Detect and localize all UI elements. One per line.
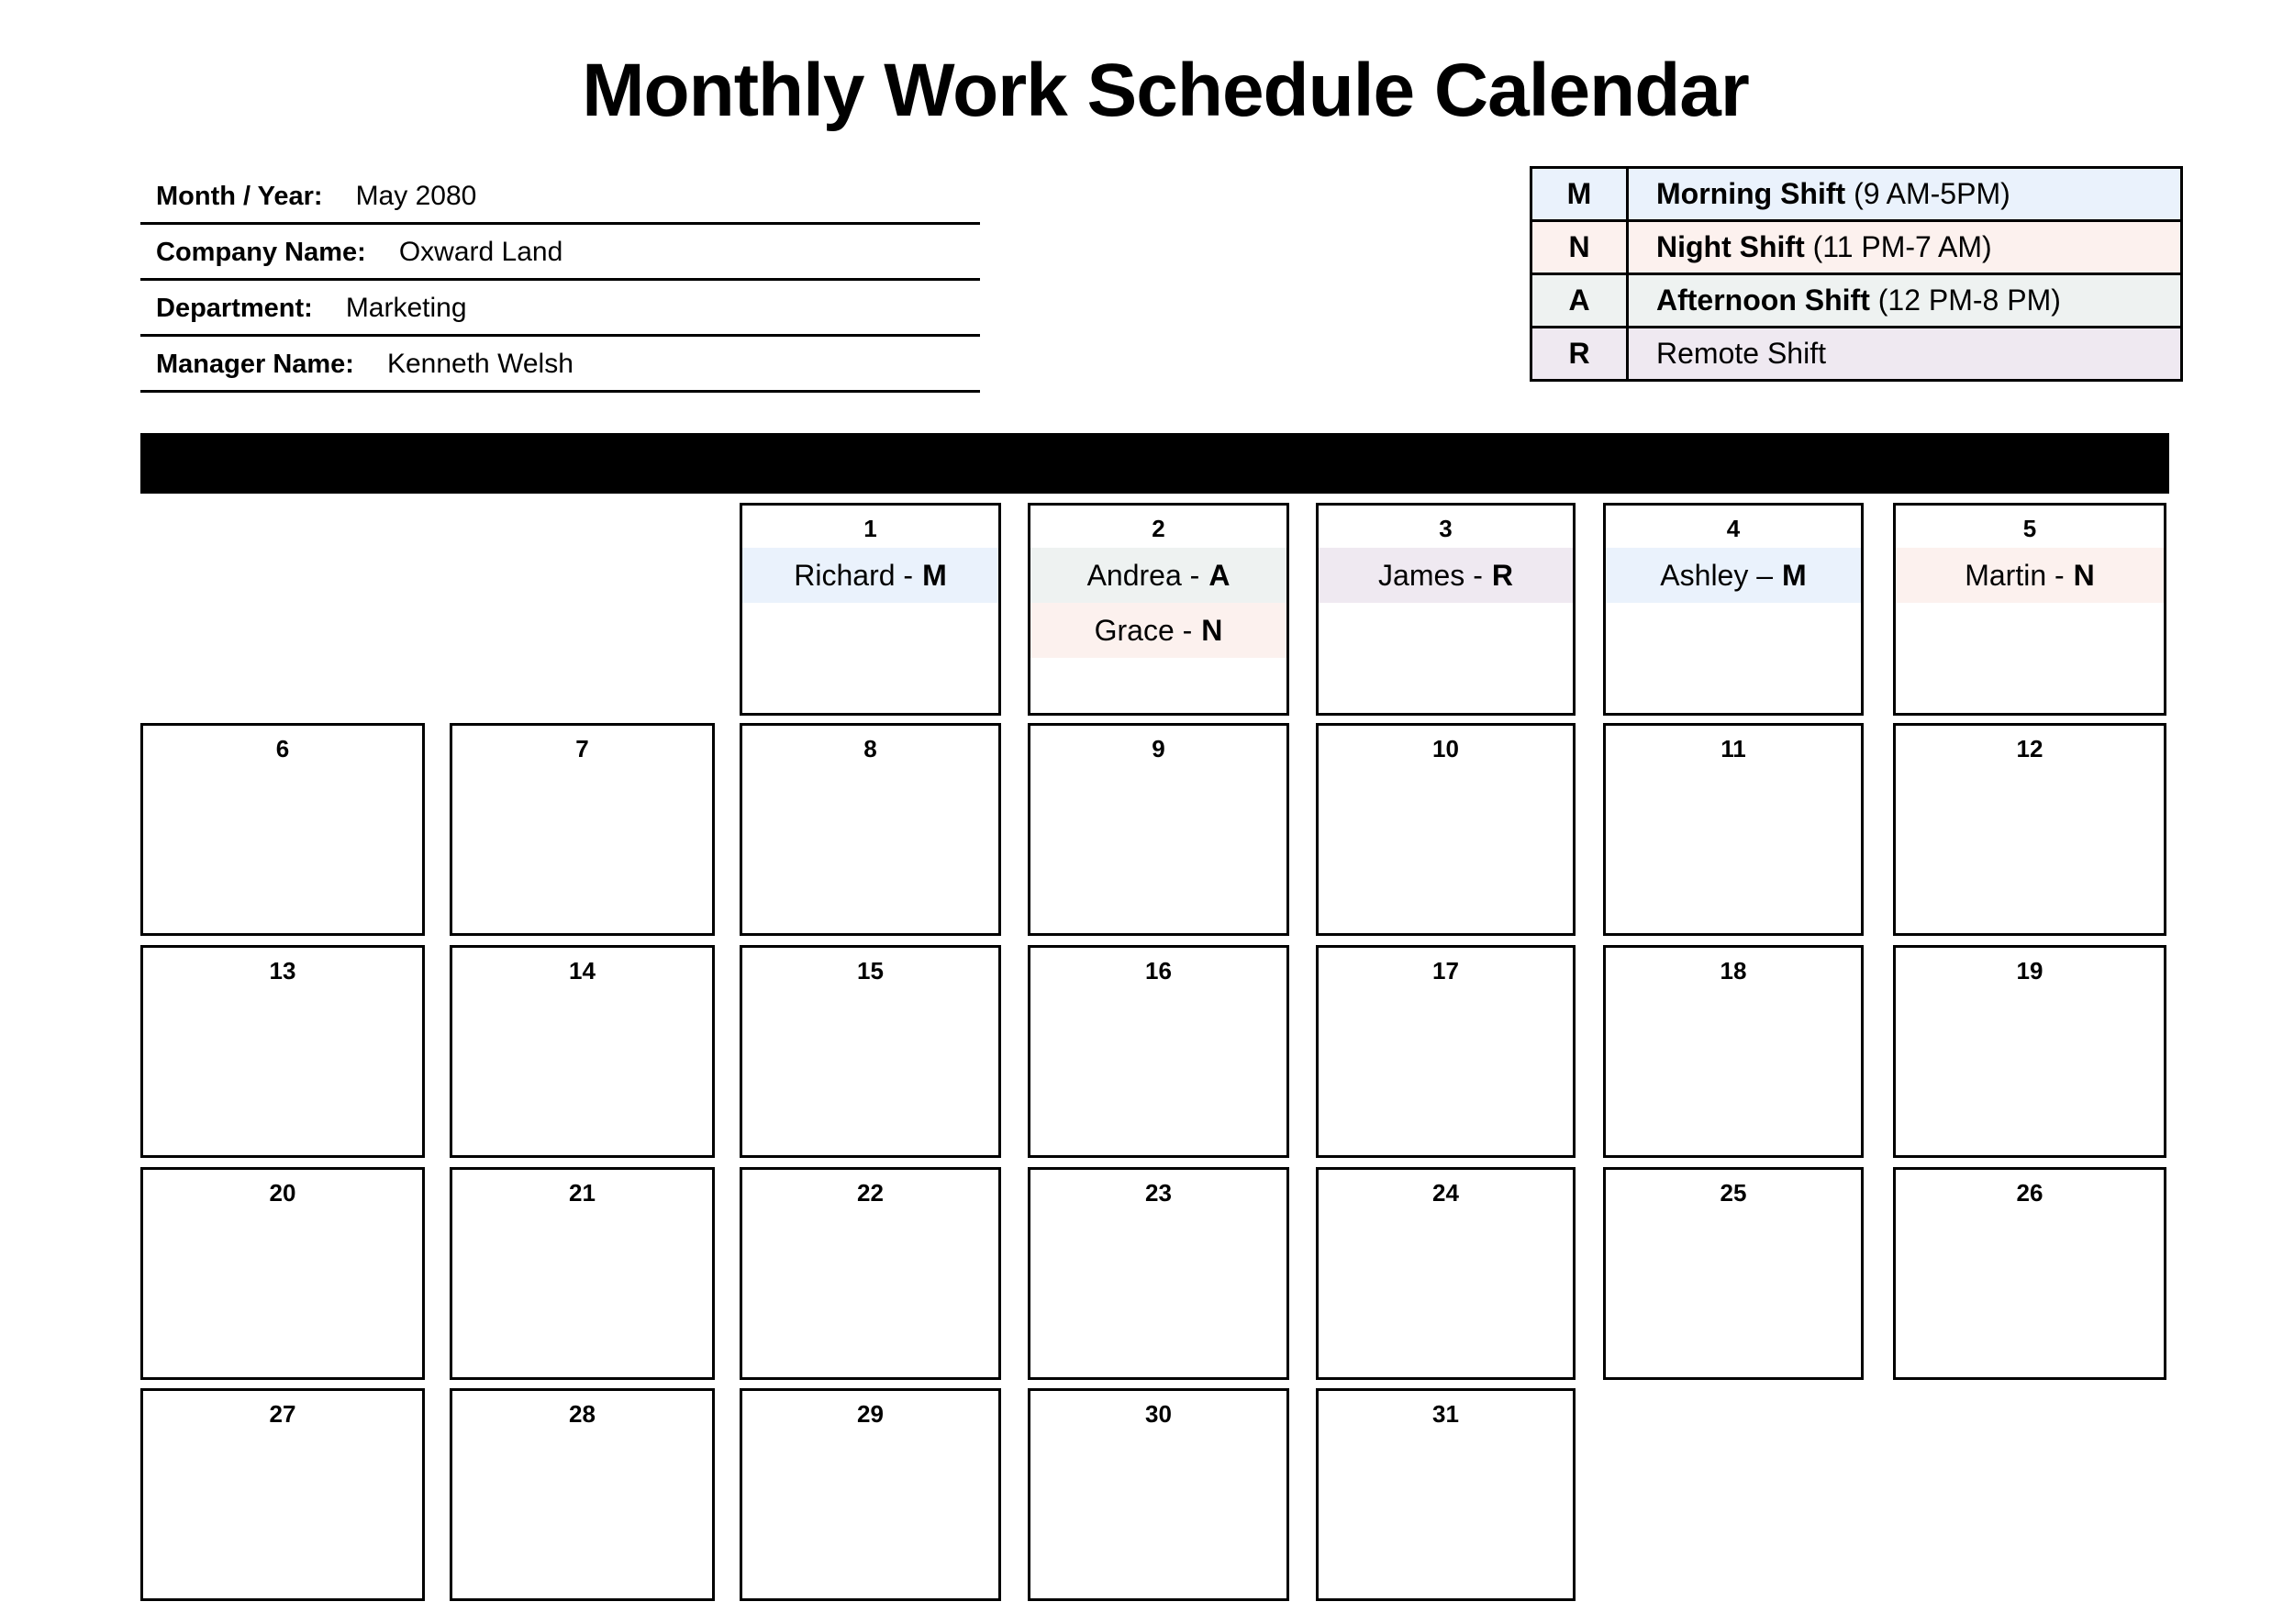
- day-cell-29[interactable]: [740, 1388, 1001, 1601]
- legend-description: [1628, 168, 2182, 221]
- day-cell-7[interactable]: [450, 723, 715, 936]
- department-value[interactable]: Marketing: [345, 293, 467, 323]
- day-number: 7: [575, 735, 589, 762]
- day-cell-20[interactable]: [140, 1167, 425, 1380]
- info-label: Department:: [156, 293, 313, 323]
- day-number: 29: [857, 1400, 884, 1428]
- day-cell-27[interactable]: [140, 1388, 425, 1601]
- employee-name: Andrea -: [1086, 558, 1200, 592]
- day-cell-2[interactable]: [1028, 503, 1289, 716]
- shift-code: R: [1491, 558, 1513, 592]
- legend-code: A: [1531, 274, 1628, 328]
- info-label: Manager Name:: [156, 349, 354, 379]
- day-number: 27: [269, 1400, 296, 1428]
- company-name-value[interactable]: Oxward Land: [398, 237, 563, 267]
- legend-shift-hours: (9 AM-5PM): [1854, 177, 2010, 210]
- employee-name: Grace -: [1094, 613, 1193, 647]
- day-number: 9: [1152, 735, 1165, 762]
- employee-name: Ashley –: [1660, 558, 1774, 592]
- day-cell-15[interactable]: [740, 945, 1001, 1158]
- day-number: 11: [1720, 735, 1746, 762]
- info-row-manager: [140, 339, 980, 393]
- shift-code: M: [1782, 558, 1807, 592]
- day-number: 21: [569, 1179, 596, 1207]
- day-cell-13[interactable]: [140, 945, 425, 1158]
- day-cell-1[interactable]: [740, 503, 1001, 716]
- employee-name: James -: [1378, 558, 1483, 592]
- manager-name-value[interactable]: Kenneth Welsh: [386, 349, 574, 379]
- info-label: Month / Year:: [156, 181, 323, 211]
- day-number: 18: [1720, 957, 1747, 984]
- month-year-value[interactable]: May 2080: [355, 181, 477, 211]
- legend-row-remote: [1531, 328, 2182, 381]
- legend-description: [1628, 328, 2182, 381]
- info-row-department: [140, 283, 980, 337]
- day-number: 4: [1726, 515, 1741, 542]
- legend-code: N: [1531, 221, 1628, 274]
- info-label: Company Name:: [156, 237, 366, 267]
- legend-shift-name: Remote Shift: [1656, 337, 1826, 370]
- shift-code: M: [922, 558, 947, 592]
- day-cell-6[interactable]: [140, 723, 425, 936]
- day-number: 26: [2016, 1179, 2043, 1207]
- day-number: 23: [1145, 1179, 1172, 1207]
- day-cell-3[interactable]: [1316, 503, 1576, 716]
- day-cell-17[interactable]: [1316, 945, 1576, 1158]
- calendar-header-bar: [140, 433, 2169, 494]
- shift-entry[interactable]: [742, 548, 998, 603]
- day-cell-19[interactable]: [1893, 945, 2166, 1158]
- day-number: 16: [1145, 957, 1172, 984]
- day-cell-25[interactable]: [1603, 1167, 1864, 1380]
- legend-code: R: [1531, 328, 1628, 381]
- info-section: [140, 171, 980, 395]
- legend-description: [1628, 221, 2182, 274]
- day-number: 25: [1720, 1179, 1747, 1207]
- day-cell-31[interactable]: [1316, 1388, 1576, 1601]
- day-number: 24: [1432, 1179, 1459, 1207]
- day-number: 17: [1432, 957, 1459, 984]
- legend-row-night: [1531, 221, 2182, 274]
- shift-code: N: [2073, 558, 2095, 592]
- legend-row-afternoon: [1531, 274, 2182, 328]
- page-title: Monthly Work Schedule Calendar: [582, 49, 1749, 132]
- day-number: 1: [863, 515, 877, 542]
- day-number: 2: [1152, 515, 1165, 542]
- shift-code: A: [1208, 558, 1231, 592]
- day-cell-14[interactable]: [450, 945, 715, 1158]
- day-number: 13: [269, 957, 296, 984]
- legend-shift-hours: (12 PM-8 PM): [1877, 284, 2061, 317]
- day-cell-21[interactable]: [450, 1167, 715, 1380]
- day-number: 31: [1432, 1400, 1459, 1428]
- day-number: 8: [863, 735, 877, 762]
- employee-name: Richard -: [794, 558, 914, 592]
- shift-entry[interactable]: [1030, 603, 1286, 658]
- day-cell-5[interactable]: [1893, 503, 2166, 716]
- day-cell-28[interactable]: [450, 1388, 715, 1601]
- day-cell-22[interactable]: [740, 1167, 1001, 1380]
- legend-shift-name: Night Shift: [1656, 230, 1805, 263]
- day-number: 5: [2022, 515, 2037, 542]
- legend-code: M: [1531, 168, 1628, 221]
- legend-shift-name: Morning Shift: [1656, 177, 1846, 210]
- day-cell-11[interactable]: [1603, 723, 1864, 936]
- day-number: 10: [1432, 735, 1459, 762]
- day-number: 14: [569, 957, 596, 984]
- day-number: 3: [1439, 515, 1453, 542]
- day-cell-23[interactable]: [1028, 1167, 1289, 1380]
- day-cell-24[interactable]: [1316, 1167, 1576, 1380]
- shift-entry[interactable]: [1896, 548, 2164, 603]
- shift-entry[interactable]: [1030, 548, 1286, 603]
- shift-legend: [1530, 166, 2183, 382]
- day-cell-26[interactable]: [1893, 1167, 2166, 1380]
- employee-name: Martin -: [1965, 558, 2065, 592]
- day-cell-10[interactable]: [1316, 723, 1576, 936]
- day-cell-18[interactable]: [1603, 945, 1864, 1158]
- legend-description: [1628, 274, 2182, 328]
- day-number: 19: [2016, 957, 2043, 984]
- day-cell-12[interactable]: [1893, 723, 2166, 936]
- day-number: 30: [1145, 1400, 1172, 1428]
- shift-entry[interactable]: [1319, 548, 1573, 603]
- day-number: 12: [2016, 735, 2043, 762]
- shift-code: N: [1201, 613, 1223, 647]
- legend-shift-name: Afternoon Shift: [1656, 284, 1870, 317]
- day-cell-30[interactable]: [1028, 1388, 1289, 1601]
- info-row-company: [140, 227, 980, 281]
- shift-entry[interactable]: [1606, 548, 1861, 603]
- day-number: 28: [569, 1400, 596, 1428]
- day-cell-8[interactable]: [740, 723, 1001, 936]
- legend-row-morning: [1531, 168, 2182, 221]
- legend-shift-hours: (11 PM-7 AM): [1812, 230, 1992, 263]
- day-number: 6: [275, 735, 290, 762]
- day-cell-9[interactable]: [1028, 723, 1289, 936]
- day-cell-4[interactable]: [1603, 503, 1864, 716]
- day-number: 15: [857, 957, 884, 984]
- day-number: 22: [857, 1179, 884, 1207]
- day-cell-16[interactable]: [1028, 945, 1289, 1158]
- info-row-month: [140, 171, 980, 225]
- day-number: 20: [269, 1179, 296, 1207]
